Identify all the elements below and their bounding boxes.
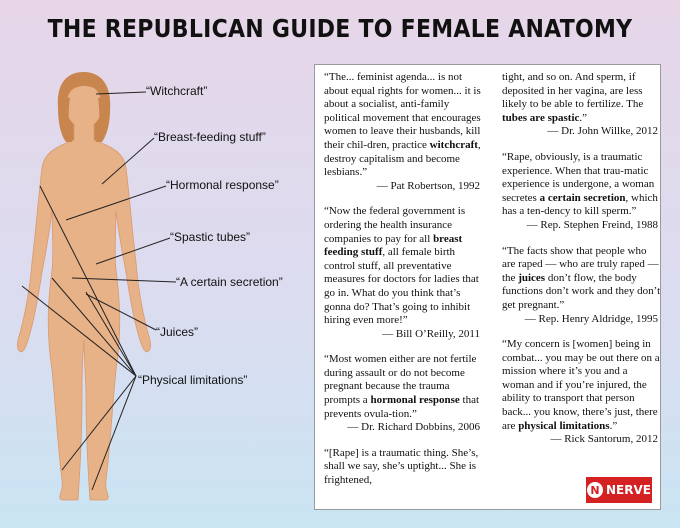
- quote-text: “[Rape] is a traumatic thing. She’s, shall we say, she’s uptight... She is frightened,: [324, 446, 479, 487]
- female-figure-illustration: [0, 0, 315, 528]
- quote-aldridge: [502, 245, 662, 327]
- quote-attribution: — Bill O’Reilly, 2011: [382, 327, 480, 340]
- quote-attribution: — Dr. John Willke, 2012: [547, 125, 658, 138]
- quotes-column-left: [324, 71, 484, 500]
- label-breast-feeding: “Breast-feeding stuff”: [154, 130, 266, 144]
- quote-attribution: — Pat Robertson, 1992: [376, 179, 480, 192]
- quote-attribution: — Dr. Richard Dobbins, 2006: [347, 421, 480, 434]
- quote-attribution: — Rep. Henry Aldridge, 1995: [524, 312, 658, 325]
- nerve-logo-icon: N: [587, 482, 603, 498]
- quote-santorum: [502, 338, 662, 447]
- label-certain-secretion: “A certain secretion”: [176, 275, 283, 289]
- quote-text: “Now the federal government is ordering the health insurance companies to pay for all breast feeding stuff, all female birth control stuff, all preventative measures for doctors for ladies that go in. What do you think that’s gonna do? That’s going to inhibit hiring even more!”: [324, 205, 479, 327]
- quote-oreilly: [324, 205, 484, 341]
- quote-text: “My concern is [women] being in combat... you may be out there on a mission where it’s you and a woman and if you’re injured, the ability to transport that person back... you know, there’s just, there are physical limitations.”: [502, 338, 660, 432]
- nerve-logo: [586, 477, 652, 503]
- quotes-column-right: [502, 71, 662, 459]
- quote-freind: [502, 151, 662, 233]
- label-spastic-tubes: “Spastic tubes”: [170, 230, 251, 244]
- quote-text: “Rape, obviously, is a traumatic experience. When that trau-matic experience is undergone, a woman secretes a certain secretion, which has a ten-dency to kill sperm.”: [502, 150, 658, 218]
- quote-text: tight, and so on. And sperm, if deposited in her vagina, are less likely to be able to fertilize. The tubes are spastic.”: [502, 71, 644, 124]
- quotes-panel: [314, 64, 661, 510]
- label-physical-limitations: “Physical limitations”: [138, 373, 248, 387]
- quote-text: “Most women either are not fertile during assault or do not become pregnant because the trauma prompts a hormonal response that prevents ovula-tion.”: [324, 353, 480, 420]
- label-hormonal-response: “Hormonal response”: [166, 178, 279, 192]
- quote-willke: [502, 71, 662, 139]
- quote-dobbins: [324, 353, 484, 435]
- quote-robertson: [324, 71, 484, 193]
- page-title: THE REPUBLICAN GUIDE TO FEMALE ANATOMY: [47, 14, 633, 43]
- body-silhouette: [18, 124, 151, 500]
- label-witchcraft: “Witchcraft”: [146, 84, 208, 98]
- quote-text: “The facts show that people who are raped — who are truly raped — the juices don’t flow, the body functions don’t work and they don’t get pregnant.”: [502, 244, 661, 311]
- label-juices: “Juices”: [156, 325, 199, 339]
- quote-willke-start: [324, 447, 484, 488]
- face: [66, 84, 102, 128]
- quote-text: “The... feminist agenda... is not about equal rights for women... it is about a socialist, anti-family political movement that encourages women to leave their husbands, kill their chil-dren, practice witchcraft, destroy capitalism and become lesbians.”: [324, 71, 481, 179]
- nerve-logo-text: NERVE: [606, 483, 651, 497]
- quote-attribution: — Rep. Stephen Freind, 1988: [526, 218, 658, 231]
- quote-attribution: — Rick Santorum, 2012: [550, 433, 658, 446]
